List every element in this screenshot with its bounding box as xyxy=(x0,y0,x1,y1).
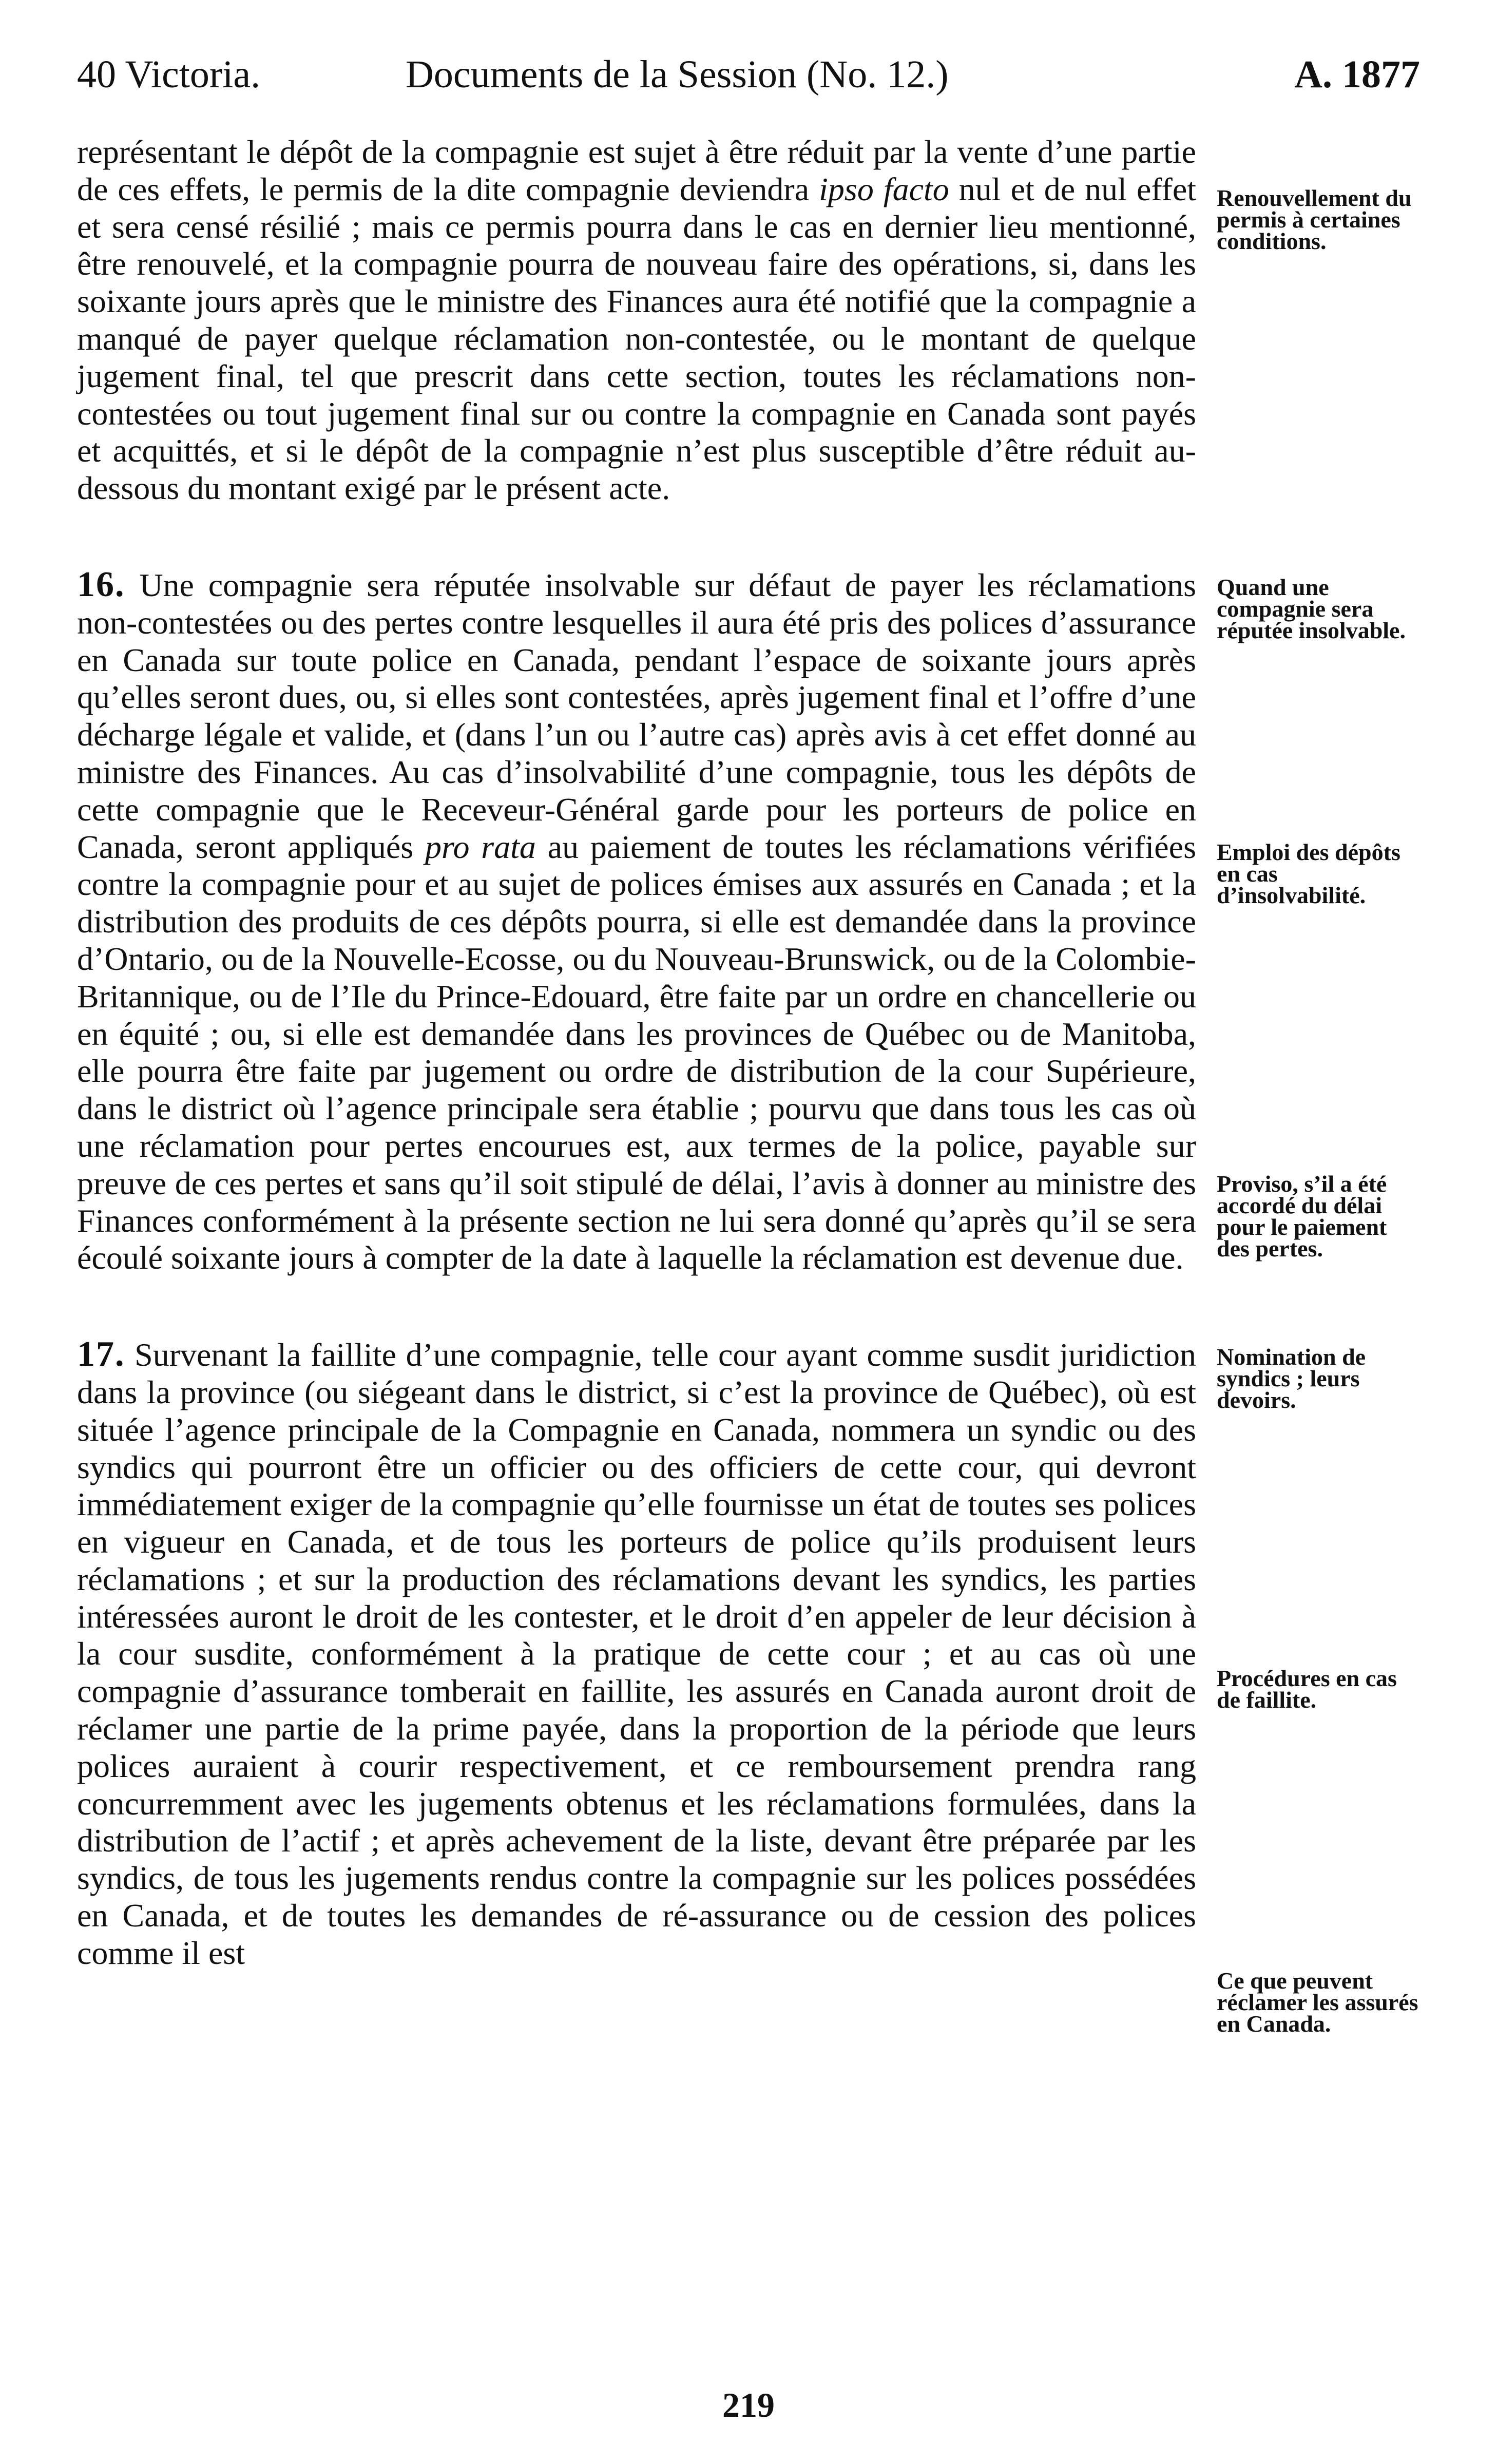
section-17 xyxy=(77,1336,1422,2035)
paragraph-text: représentant le dépôt de la compagnie est sujet à être réduit par la vente d’une partie de ces effets, le permis de la dite compagnie deviendra xyxy=(77,133,1196,207)
page-body xyxy=(77,133,1422,2035)
italic-phrase: pro rata xyxy=(425,828,536,865)
side-notes xyxy=(1217,1336,1422,2035)
paragraph-text: Une compagnie sera réputée insolvable sur défaut de payer les réclamations non-contestées ou des pertes contre lesquelles il aura été pris des polices d’assurance en Canada sur toute police en Canada, pendant l’espace de soixante jours après qu’elles seront dues, ou, si elles sont contestées, après jugement final et l’offre d’une décharge légale et valide, et (dans l’un ou l’autre cas) après avis à cet effet donné au ministre des Finances. Au cas d’insolvabilité d’une compagnie, tous les dépôts de cette compagnie que le Receveur-Général garde pour les porteurs de police en Canada, seront appliqués xyxy=(77,566,1197,865)
section-16 xyxy=(77,566,1422,1277)
header-regnal-year: 40 Victoria. xyxy=(77,53,261,96)
paragraph-text: au paiement de toutes les réclamations vérifiées contre la compagnie pour et au sujet de polices émises aux assurés en Canada ; et la distribution des produits de ces dépôts pourra, si elle est demandée dans la province d’Ontario, ou de la Nouvelle-Ecosse, ou du Nouveau-Brunswick, ou de la Colombie-Britannique, ou de l’Ile du Prince-Edouard, être faite par un ordre en chancellerie ou en équité ; ou, si elle est demandée dans les provinces de Québec ou de Manitoba, elle pourra être faite par jugement ou ordre de distribution de la cour Supérieure, dans le district où l’agence principale sera établie ; pourvu que dans tous les cas où une réclamation pour pertes encourues est, aux termes de la police, payable sur preuve de ces pertes et sans qu’il soit stipulé de délai, l’avis à donner au ministre des Finances conformément à la présente section ne lui sera donné qu’après qu’il se sera écoulé soixante jours à compter de la date à laquelle la réclamation est devenue due. xyxy=(77,828,1197,1276)
side-note-claims: Ce que peuvent réclamer les assurés en Canada. xyxy=(1217,1968,1418,2037)
header-title: Documents de la Session (No. 12.) xyxy=(406,53,949,96)
side-note-renewal: Renouvellement du permis à certaines conditions. xyxy=(1217,185,1412,254)
section-number: 17. xyxy=(77,1334,125,1374)
side-note-proviso: Proviso, s’il a été accordé du délai pour le paiement des pertes. xyxy=(1217,1170,1387,1262)
side-note-deposits: Emploi des dépôts en cas d’insolvabilité. xyxy=(1217,838,1400,908)
section-continuation xyxy=(77,133,1422,507)
side-note-insolvency: Quand une compagnie sera réputée insolvable. xyxy=(1217,574,1406,643)
italic-phrase: ipso facto xyxy=(819,170,949,207)
side-note-syndics: Nomination de syndics ; leurs devoirs. xyxy=(1217,1344,1366,1414)
section-paragraph xyxy=(77,133,1196,507)
side-note-bankruptcy: Procédures en cas de faillite. xyxy=(1217,1665,1397,1713)
running-header xyxy=(77,46,1420,103)
section-paragraph xyxy=(77,566,1196,1277)
paragraph-text: nul et de nul effet et sera censé résilié ; mais ce permis pourra dans le cas en dernier lieu mentionné, être renouvelé, et la compagnie pourra de nouveau faire des opérations, si, dans les soixante jours après que le ministre des Finances aura été notifié que la compagnie a manqué de payer quelque réclamation non-contestée, ou le montant de quelque jugement final, tel que prescrit dans cette section, toutes les réclamations non-contestées ou tout jugement final sur ou contre la compagnie en Canada sont payés et acquittés, et si le dépôt de la compagnie n’est plus susceptible d’être réduit au-dessous du montant exigé par le présent acte. xyxy=(77,170,1196,507)
paragraph-text: Survenant la faillite d’une compagnie, telle cour ayant comme susdit juridiction dans la province (ou siégeant dans le district, si c’est la province de Québec), où est située l’agence principale de la Compagnie en Canada, nommera un syndic ou des syndics qui pourront être un officier ou des officiers de cette cour, qui devront immédiatement exiger de la compagnie qu’elle fournisse un état de toutes ses polices en vigueur en Canada, et de tous les porteurs de police qu’ils produisent leurs réclamations ; et sur la production des réclamations devant les syndics, les parties intéressées auront le droit de les contester, et le droit d’en appeler de leur décision à la cour susdite, conformément à la pratique de cette cour ; et au cas où une compagnie d’assurance tomberait en faillite, les assurés en Canada auront droit de réclamer une partie de la prime payée, dans la proportion de la période que leurs polices auraient à courir respectivement, et ce remboursement prendra rang concurremment avec les jugements obtenus et les réclamations formulées, dans la distribution de l’actif ; et après achevement de la liste, devant être préparée par les syndics, de tous les jugements rendus contre la compagnie sur les polices possédées en Canada, et de toutes les demandes de ré-assurance ou de cession des polices comme il est xyxy=(77,1336,1197,1971)
side-notes xyxy=(1217,566,1422,1277)
section-number: 16. xyxy=(77,564,125,604)
page-number: 219 xyxy=(722,2385,775,2424)
section-paragraph xyxy=(77,1336,1196,2035)
header-year: A. 1877 xyxy=(1294,53,1420,96)
side-notes xyxy=(1217,133,1422,507)
